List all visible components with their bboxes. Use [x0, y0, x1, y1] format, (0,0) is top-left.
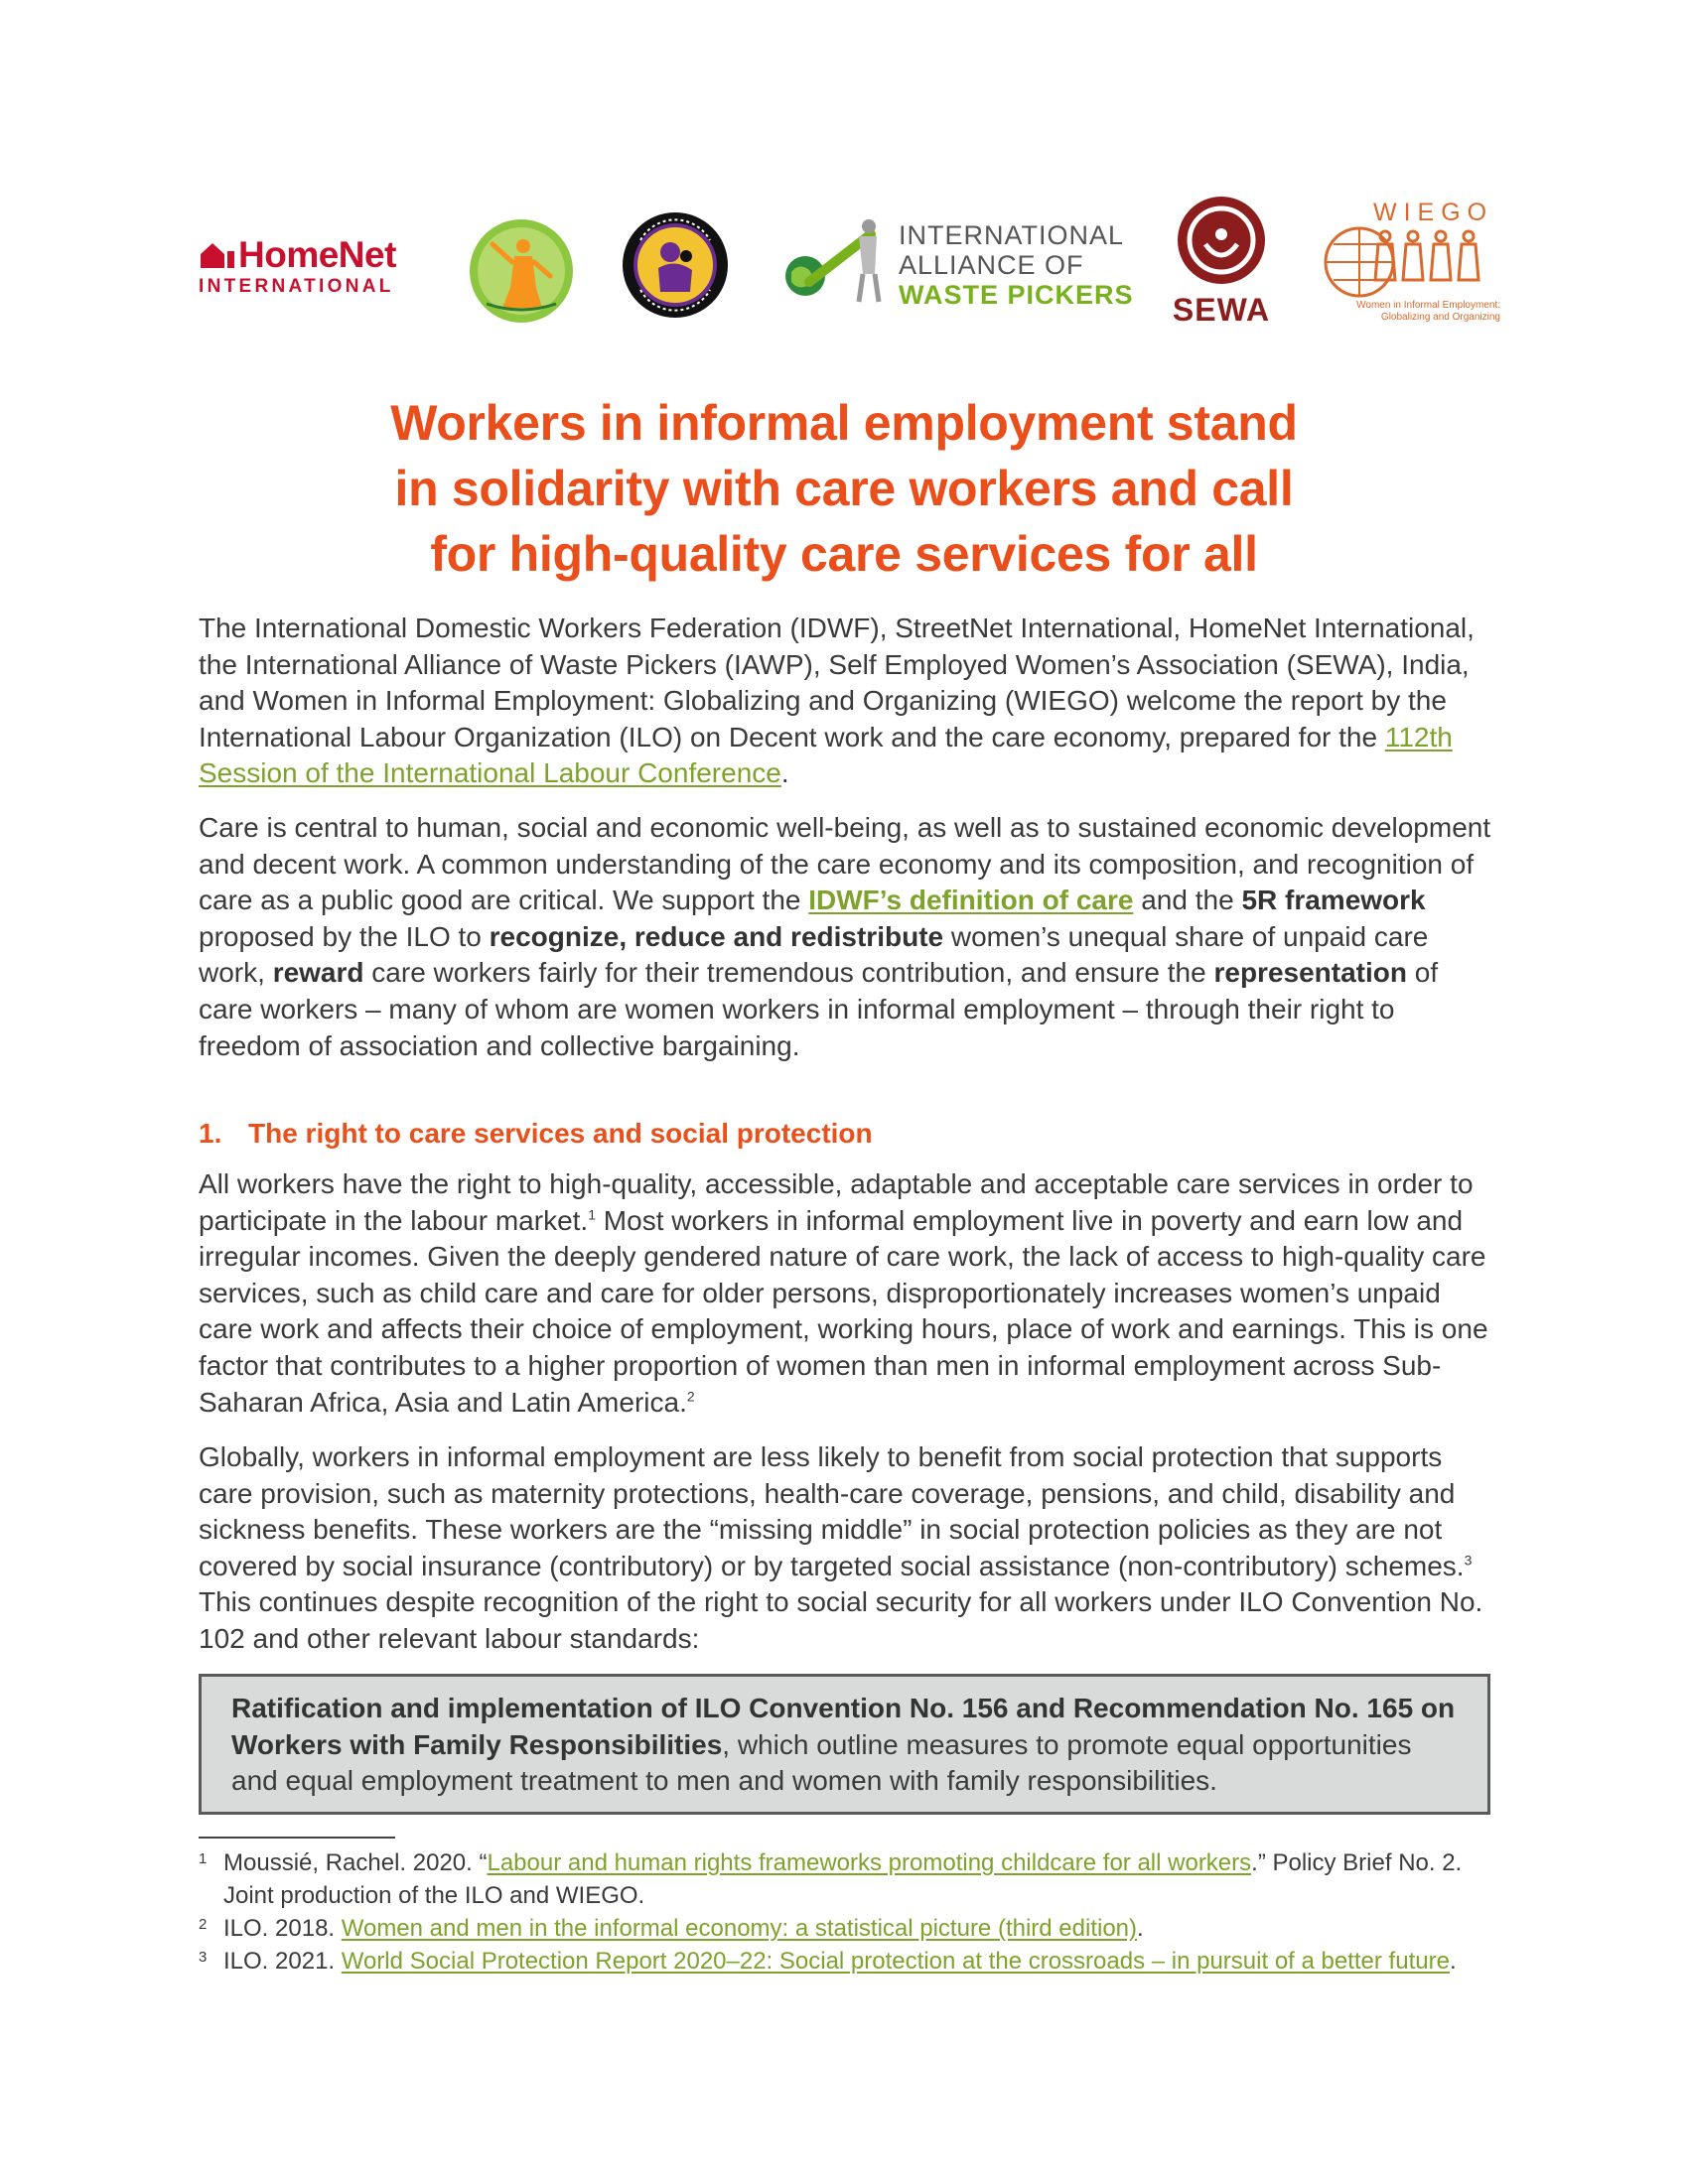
section-number: 1. — [199, 1118, 222, 1149]
care-paragraph — [199, 810, 1494, 1064]
care-bold-5r: 5R framework — [1241, 885, 1426, 916]
footnote-2 — [199, 1912, 1489, 1945]
wiego-tagline-2: Globalizing and Organizing — [1380, 312, 1500, 323]
footnote-text: ILO. 2018. — [223, 1915, 342, 1942]
s1p2-text-b: This continues despite recognition of the right to social security for all workers under ILO Convention No. 102 and other relevant labour standards: — [199, 1586, 1483, 1654]
section-1-heading — [199, 1116, 873, 1152]
box-bold-text: Ratification and implementation of ILO Convention No. 156 and Recommendation No. 165 on Workers with Family Responsibilities — [231, 1693, 1456, 1760]
wiego-tagline-1: Women in Informal Employment: — [1356, 300, 1500, 311]
sewa-logo — [1167, 195, 1276, 333]
footnote-ref-2[interactable]: 2 — [686, 1388, 695, 1405]
s1p1-text-b: Most workers in informal employment live in poverty and earn low and irregular incomes. Given the deeply gendered nature of care work, the lack of access to high-quality care services, such as child care and care for older persons, disproportionately increases women’s unpaid care work and affects their choice of employment, working hours, place of work and earnings. This is one factor that contributes to a higher proportion of women than men in informal employment across Sub-Saharan Africa, Asia and Latin America. — [199, 1204, 1488, 1418]
footnote-text: ILO. 2021. — [223, 1948, 342, 1975]
care-bold-recognize: recognize, reduce and redistribute — [489, 920, 944, 952]
care-text-2: and the — [1133, 885, 1242, 916]
homenet-logo — [199, 235, 396, 299]
care-text-6: of care workers – many of whom are women workers in informal employment – through their right to freedom of association and collective bargaining. — [199, 957, 1439, 1061]
globe-waste-picker-icon — [779, 214, 899, 314]
sewa-name: SEWA — [1172, 292, 1271, 328]
footnote-3 — [199, 1945, 1489, 1978]
section-1-paragraph-2 — [199, 1439, 1494, 1658]
footnote-text-end: .” Policy Brief No. 2. Joint production of the ILO and WIEGO. — [223, 1849, 1463, 1909]
page-title — [228, 390, 1460, 587]
streetnet-logo — [621, 210, 730, 325]
box-text: , which outline measures to promote equal opportunities and equal employment treatment to men and women with family responsibilities. — [231, 1728, 1412, 1797]
partner-logos — [199, 191, 1500, 330]
care-bold-representation: representation — [1213, 957, 1407, 989]
footnote-2-link[interactable]: Women and men in the informal economy: a statistical picture (third edition) — [341, 1915, 1138, 1942]
footnote-divider — [199, 1837, 395, 1839]
footnote-3-link[interactable]: World Social Protection Report 2020–22: Social protection at the crossroads – in pursuit of a better future — [341, 1948, 1450, 1975]
title-line-2: in solidarity with care workers and call — [394, 461, 1294, 516]
footnote-1-link[interactable]: Labour and human rights frameworks promoting childcare for all workers — [487, 1849, 1252, 1876]
wiego-wordmark: WIEGO — [1373, 199, 1494, 226]
ilc-session-link[interactable]: 112th Session of the International Labour Conference — [199, 721, 1453, 789]
intro-text: The International Domestic Workers Federation (IDWF), StreetNet International, HomeNet International, the International Alliance of Waste Pickers (IAWP), Self Employed Women’s Association (SEWA), India, and Women in Informal Employment: Globalizing and Organizing (WIEGO) welcome the report by the International Labour Organization (ILO) on Decent work and the care economy, prepared for the — [199, 613, 1475, 752]
idwf-logo — [467, 216, 576, 331]
recommendation-box — [199, 1674, 1490, 1815]
idwf-definition-link[interactable]: IDWF’s definition of care — [808, 885, 1134, 916]
homenet-name: HomeNet — [238, 234, 396, 275]
footnote-ref-3[interactable]: 3 — [1464, 1552, 1473, 1569]
care-text-3: proposed by the ILO to — [199, 920, 490, 952]
sewa-emblem-icon — [1176, 195, 1267, 286]
footnote-text-end: . — [1449, 1948, 1457, 1975]
s1p1-text-a: All workers have the right to high-quality, accessible, adaptable and acceptable care services in order to participate in the labour market. — [199, 1168, 1474, 1236]
footnote-text-end: . — [1137, 1915, 1144, 1942]
iawp-line3: WASTE PICKERS — [899, 280, 1134, 310]
s1p2-text-a: Globally, workers in informal employment are less likely to benefit from social protection that supports care provision, such as maternity protections, health-care coverage, pensions, and child, disability and sickness benefits. These workers are the “missing middle” in social protection policies as they are not covered by social insurance (contributory) or by targeted social assistance (non-contributory) schemes. — [199, 1441, 1465, 1581]
care-text-1: Care is central to human, social and economic well-being, as well as to sustained economic development and decent work. A common understanding of the care economy and its composition, and recognition of care as a public good are critical. We support the — [199, 812, 1491, 916]
section-1-paragraph-1 — [199, 1166, 1494, 1421]
title-line-1: Workers in informal employment stand — [390, 395, 1298, 451]
wiego-tagline — [1334, 300, 1500, 324]
care-bold-reward: reward — [272, 957, 364, 989]
footnote-ref-1[interactable]: 1 — [588, 1206, 597, 1223]
footnote-number: 1 — [199, 1850, 208, 1867]
intro-paragraph — [199, 611, 1494, 792]
footnote-number: 3 — [199, 1949, 208, 1966]
footnote-text: Moussié, Rachel. 2020. “ — [223, 1849, 488, 1876]
iawp-wordmark — [899, 220, 1134, 310]
iawp-line1: INTERNATIONAL — [899, 220, 1125, 250]
section-heading-text: The right to care services and social protection — [248, 1118, 873, 1149]
care-text-4: women’s unequal share of unpaid care work, — [199, 920, 1429, 989]
footnote-number: 2 — [199, 1916, 208, 1933]
house-icon — [199, 240, 236, 270]
intro-text-end: . — [780, 757, 789, 789]
homenet-sub: INTERNATIONAL — [199, 276, 394, 297]
care-text-5: care workers fairly for their tremendous contribution, and ensure the — [363, 957, 1214, 989]
iawp-line2: ALLIANCE OF — [899, 250, 1084, 280]
title-line-3: for high-quality care services for all — [430, 526, 1258, 582]
footnote-1 — [199, 1846, 1489, 1912]
